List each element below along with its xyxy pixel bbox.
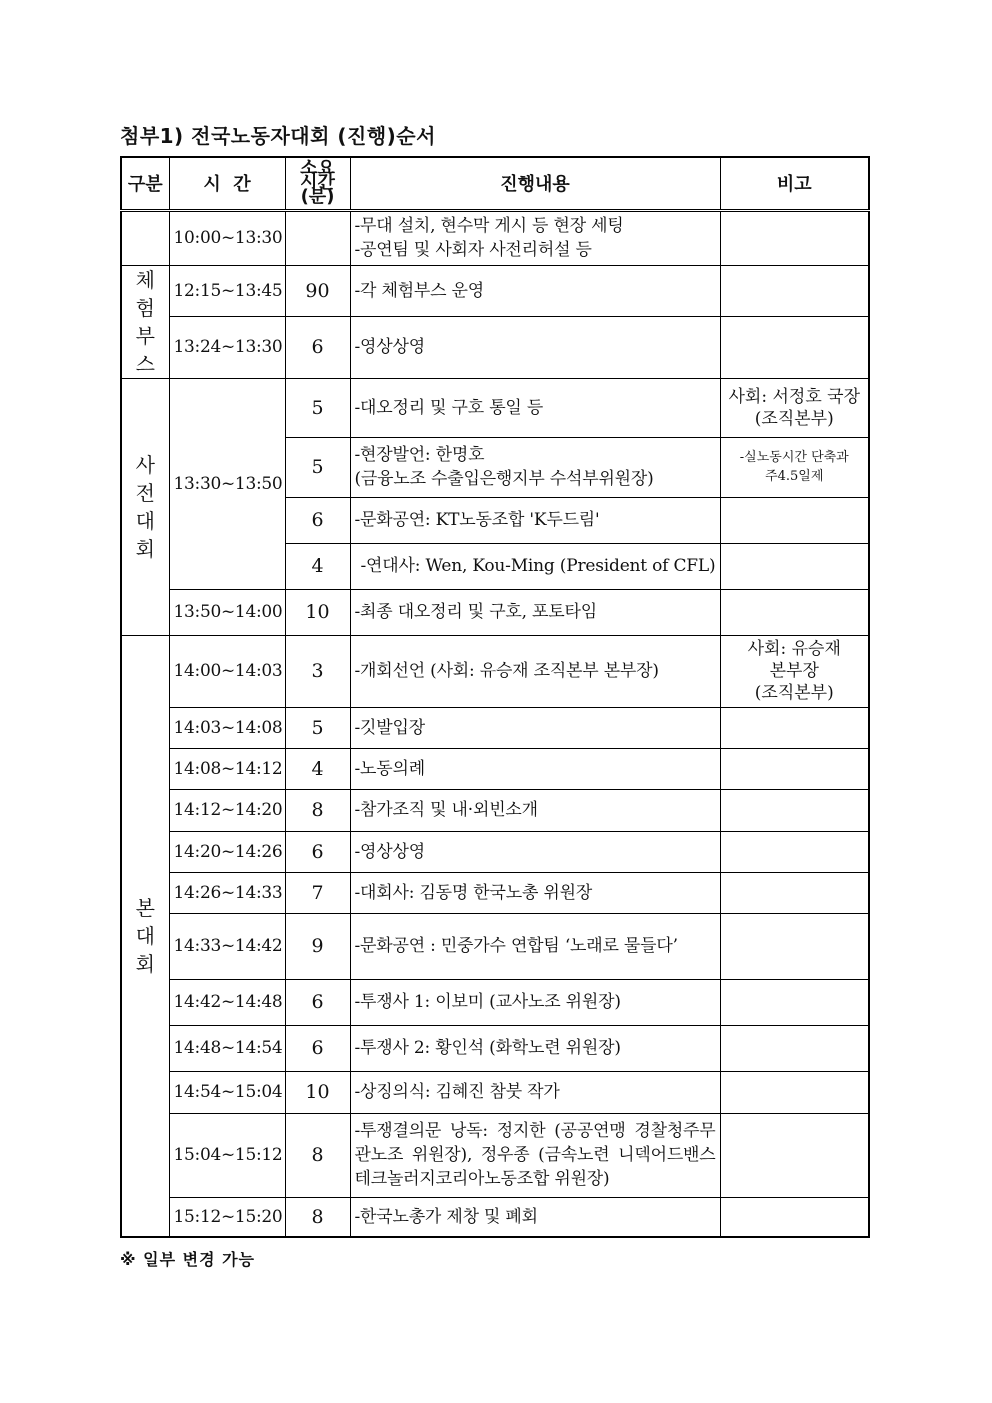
header-content: 진행내용 [350,157,720,210]
duration-cell: 6 [285,831,350,872]
header-duration: 소요 시간(분) [285,157,350,210]
header-group: 구분 [121,157,169,210]
note-cell [720,748,869,789]
content-cell: -영상상영 [350,317,720,378]
content-cell: -참가조직 및 내·외빈소개 [350,789,720,831]
time-cell: 14:42~14:48 [169,979,285,1025]
schedule-table [120,156,870,1238]
note-cell: -실노동시간 단축과 주4.5일제 [720,437,869,497]
content-cell: -문화공연 : 민중가수 연합팀 ‘노래로 물들다’ [350,913,720,979]
note-cell: 사회: 서정호 국장 (조직본부) [720,378,869,437]
note-cell [720,913,869,979]
duration-cell: 5 [285,378,350,437]
duration-cell: 8 [285,1113,350,1197]
time-cell: 14:12~14:20 [169,789,285,831]
time-cell: 13:50~14:00 [169,589,285,635]
duration-cell: 5 [285,437,350,497]
duration-cell: 6 [285,1025,350,1071]
note-cell [720,497,869,543]
table-row [121,589,869,635]
content-cell: -연대사: Wen, Kou-Ming (President of CFL) [350,543,720,589]
content-cell: -투쟁사 2: 황인석 (화학노련 위원장) [350,1025,720,1071]
content-cell: -대회사: 김동명 한국노총 위원장 [350,872,720,913]
time-cell: 14:00~14:03 [169,635,285,707]
note-cell [720,317,869,378]
note-cell [720,1025,869,1071]
note-cell: 사회: 유승재 본부장 (조직본부) [720,635,869,707]
table-row [121,831,869,872]
table-row [121,979,869,1025]
table-row [121,789,869,831]
note-cell [720,210,869,265]
duration-cell: 9 [285,913,350,979]
duration-cell: 7 [285,872,350,913]
table-row [121,317,869,378]
time-cell: 14:33~14:42 [169,913,285,979]
time-cell: 14:48~14:54 [169,1025,285,1071]
table-row [121,210,869,265]
time-cell: 12:15~13:45 [169,265,285,317]
content-cell: -최종 대오정리 및 구호, 포토타임 [350,589,720,635]
content-cell: -대오정리 및 구호 통일 등 [350,378,720,437]
time-cell: 14:03~14:08 [169,707,285,748]
table-row [121,1197,869,1237]
note-cell [720,1113,869,1197]
content-cell: -문화공연: KT노동조합 'K두드림' [350,497,720,543]
content-cell: -무대 설치, 현수막 게시 등 현장 세팅 -공연팀 및 사회자 사전리허설 등 [350,210,720,265]
content-cell: -투쟁결의문 낭독: 정지한 (공공연맹 경찰청주무관노조 위원장), 정우종 (금속노련 니덱어드밴스테크놀러지코리아노동조합 위원장) [350,1113,720,1197]
duration-cell [285,210,350,265]
group-cell-experience-booth: 체험 부스 [121,265,169,378]
duration-cell: 10 [285,589,350,635]
group-cell-main-rally: 본 대 회 [121,635,169,1237]
content-cell: -영상상영 [350,831,720,872]
time-cell: 14:20~14:26 [169,831,285,872]
note-cell [720,707,869,748]
duration-cell: 10 [285,1071,350,1113]
table-row [121,872,869,913]
table-row [121,1025,869,1071]
group-cell-pre-rally: 사 전 대 회 [121,378,169,635]
duration-cell: 8 [285,1197,350,1237]
time-cell: 14:08~14:12 [169,748,285,789]
content-cell: -노동의례 [350,748,720,789]
header-time: 시 간 [169,157,285,210]
note-cell [720,589,869,635]
table-row [121,378,869,437]
time-cell: 15:04~15:12 [169,1113,285,1197]
content-cell: -현장발언: 한명호 (금융노조 수출입은행지부 수석부위원장) [350,437,720,497]
time-cell: 14:26~14:33 [169,872,285,913]
note-cell [720,1197,869,1237]
header-row [121,157,869,210]
content-cell: -개회선언 (사회: 유승재 조직본부 본부장) [350,635,720,707]
time-cell: 13:30~13:50 [169,378,285,589]
header-note: 비고 [720,157,869,210]
duration-cell: 4 [285,543,350,589]
note-cell [720,789,869,831]
time-cell: 13:24~13:30 [169,317,285,378]
footnote: ※ 일부 변경 가능 [120,1250,256,1269]
content-cell: -상징의식: 김혜진 참붓 작가 [350,1071,720,1113]
table-row [121,707,869,748]
duration-cell: 6 [285,497,350,543]
note-cell [720,543,869,589]
duration-cell: 4 [285,748,350,789]
table-row [121,1113,869,1197]
table-row [121,913,869,979]
duration-cell: 8 [285,789,350,831]
note-cell [720,831,869,872]
note-cell [720,979,869,1025]
note-cell [720,872,869,913]
duration-cell: 3 [285,635,350,707]
note-cell [720,265,869,317]
group-cell-empty [121,210,169,265]
content-cell: -한국노총가 제창 및 폐회 [350,1197,720,1237]
duration-cell: 6 [285,979,350,1025]
content-cell: -깃발입장 [350,707,720,748]
content-cell: -각 체험부스 운영 [350,265,720,317]
table-row [121,1071,869,1113]
note-cell [720,1071,869,1113]
duration-cell: 6 [285,317,350,378]
table-row [121,748,869,789]
time-cell: 10:00~13:30 [169,210,285,265]
content-cell: -투쟁사 1: 이보미 (교사노조 위원장) [350,979,720,1025]
document-title: 첨부1) 전국노동자대회 (진행)순서 [120,124,436,148]
duration-cell: 5 [285,707,350,748]
duration-cell: 90 [285,265,350,317]
table-row [121,265,869,317]
time-cell: 15:12~15:20 [169,1197,285,1237]
table-row [121,635,869,707]
time-cell: 14:54~15:04 [169,1071,285,1113]
